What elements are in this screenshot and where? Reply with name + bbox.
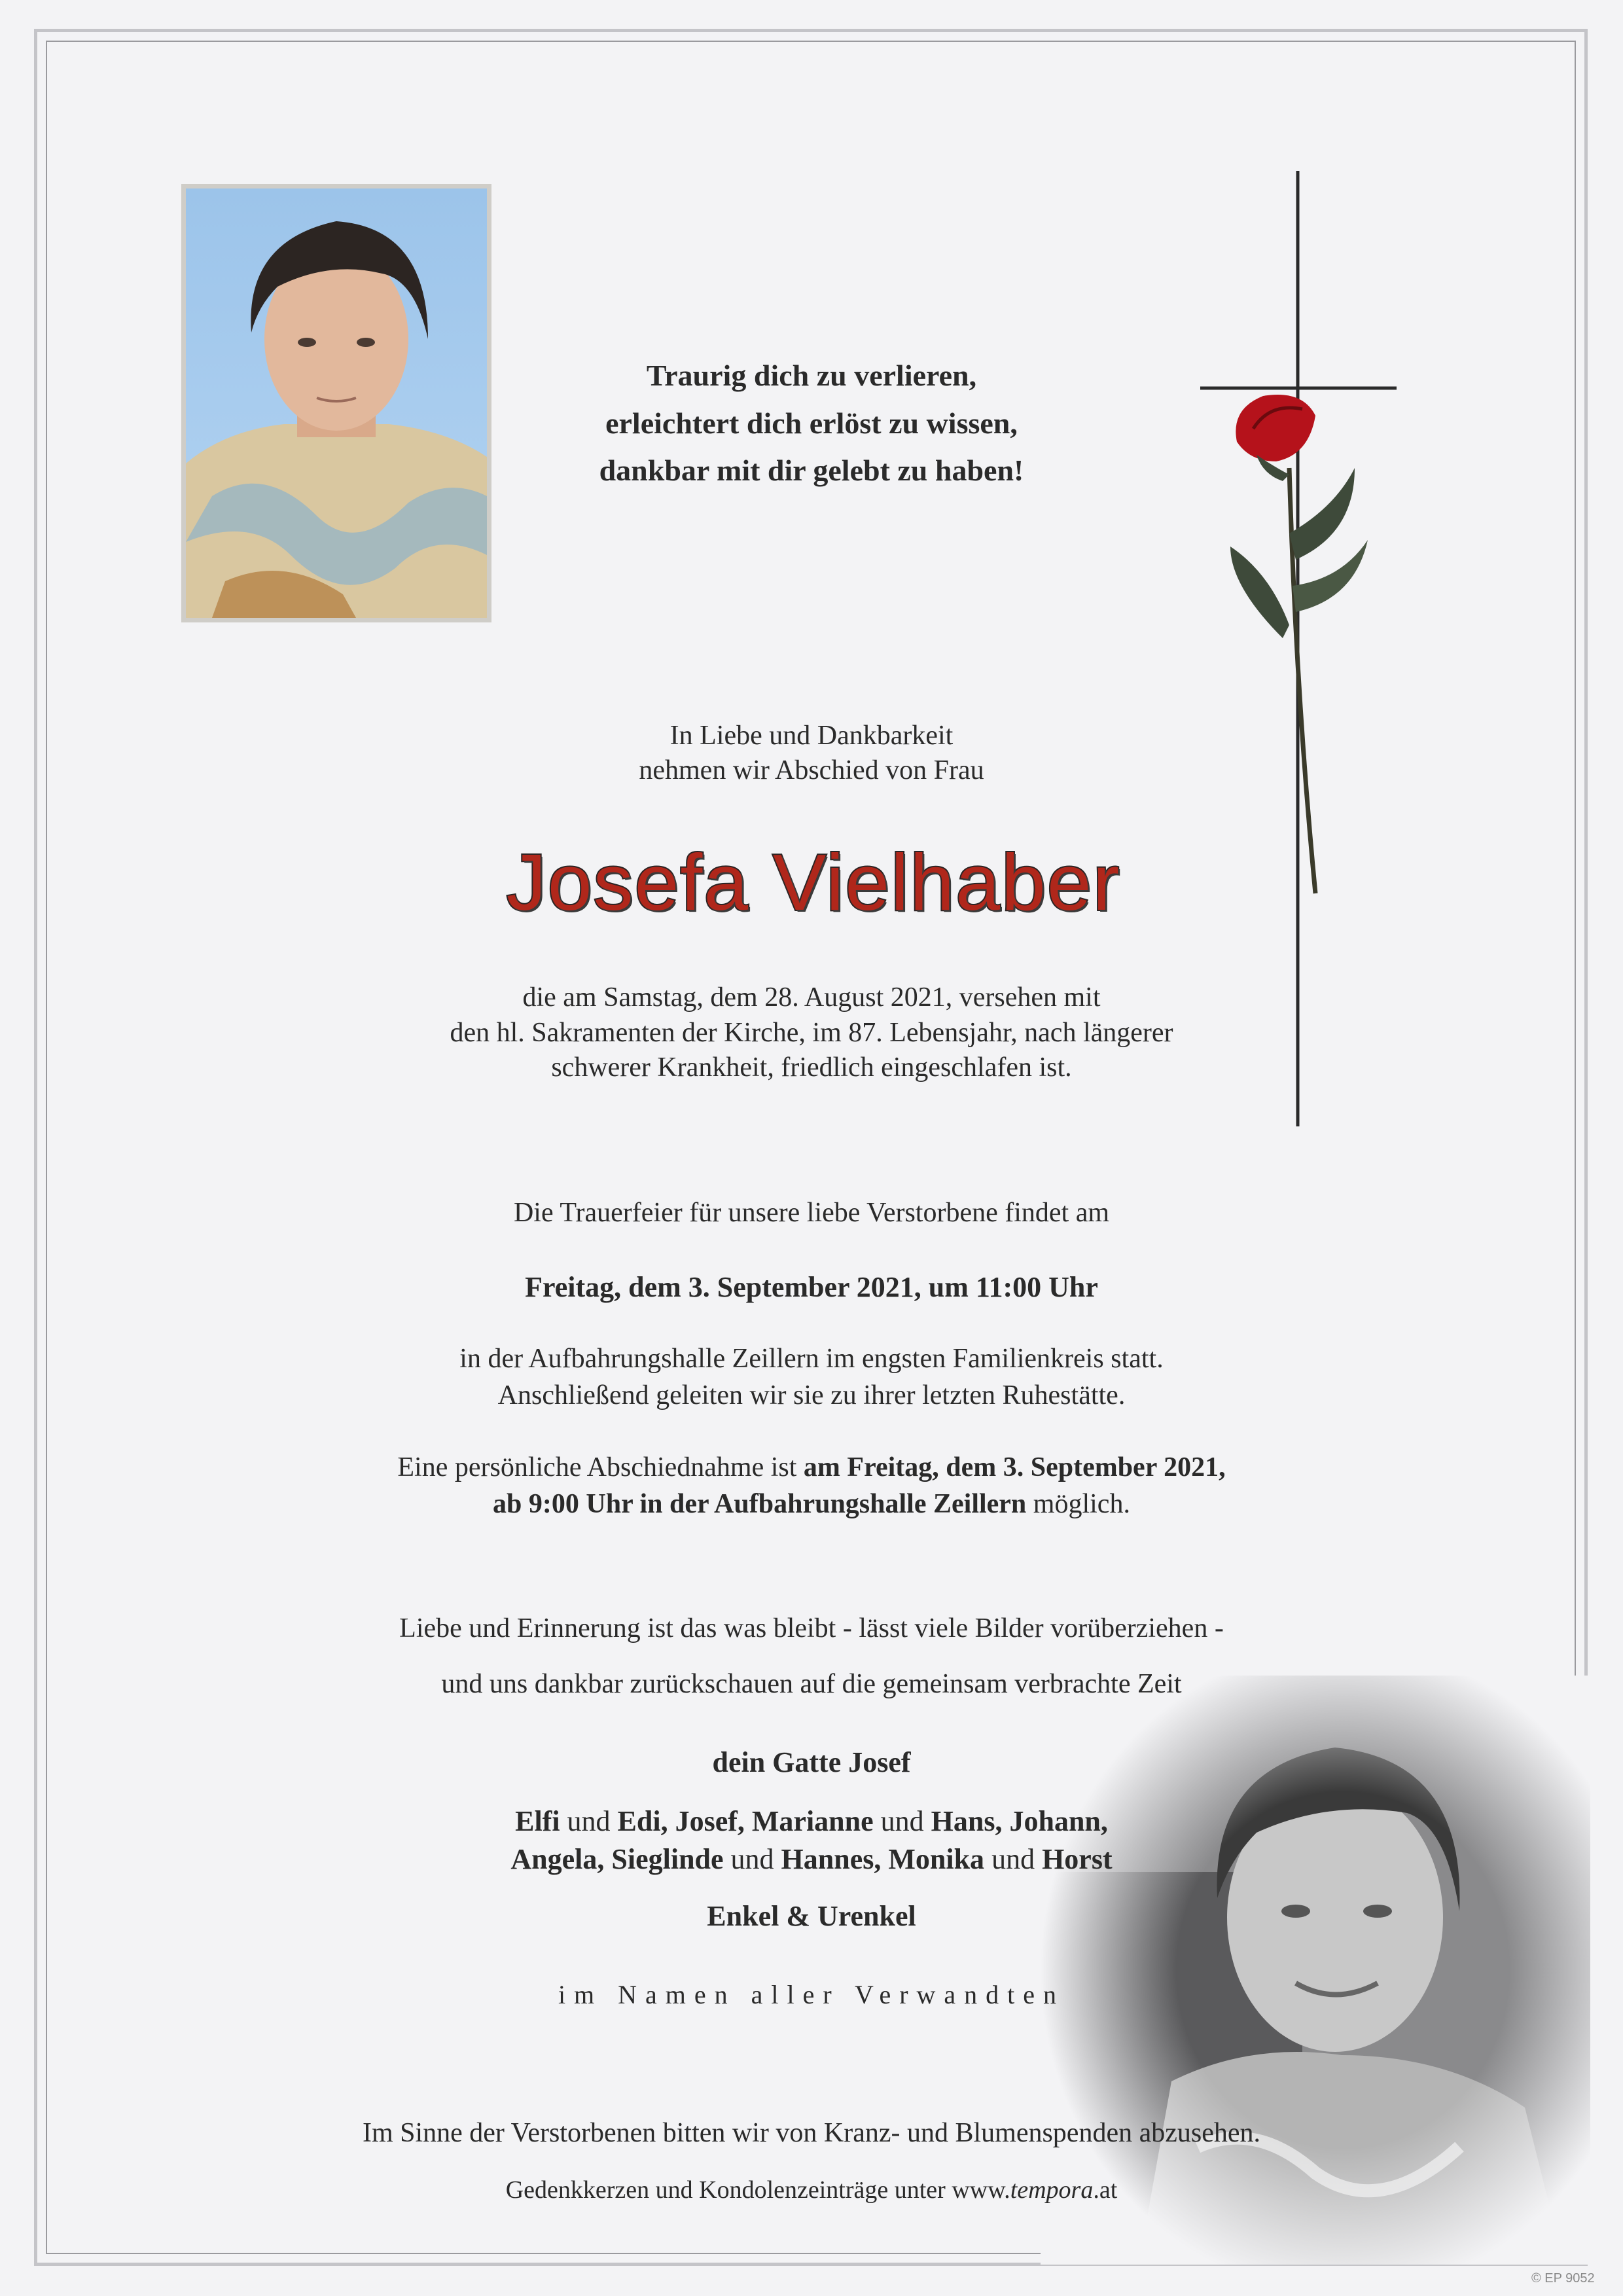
conjunction: und: [723, 1843, 781, 1875]
portrait-photo: [181, 184, 491, 622]
poem-line-1: Traurig dich zu verlieren,: [646, 359, 977, 392]
ceremony-intro: Die Trauerfeier für unsere liebe Verstorbene findet am: [513, 1198, 1110, 1228]
viewing-line-2: [0, 1487, 1623, 1521]
conjunction: und: [560, 1805, 618, 1837]
viewing-line-1: [0, 1450, 1623, 1484]
poem-line-3: dankbar mit dir gelebt zu haben!: [599, 454, 1024, 487]
copyright: © EP 9052: [1531, 2271, 1595, 2286]
website-brand: tempora: [1010, 2176, 1094, 2204]
mourner-names: Hannes, Monika: [781, 1843, 985, 1875]
ceremony-place-2: Anschließend geleiten wir sie zu ihrer letzten Ruhestätte.: [497, 1380, 1126, 1410]
mourner-row-2: [0, 1842, 1623, 1876]
deceased-name: Josefa Vielhaber: [506, 838, 1121, 927]
intro-line-2: nehmen wir Abschied von Frau: [639, 755, 984, 785]
mourner-spouse: dein Gatte Josef: [712, 1746, 911, 1778]
death-line-2: den hl. Sakramenten der Kirche, im 87. Lebensjahr, nach längerer: [450, 1018, 1173, 1048]
viewing-text: Eine persönliche Abschiednahme ist: [397, 1452, 804, 1482]
flowers-note: Im Sinne der Verstorbenen bitten wir von Kranz- und Blumenspenden abzusehen.: [362, 2118, 1261, 2148]
conjunction: und: [984, 1843, 1043, 1875]
mourner-names: Elfi: [515, 1805, 560, 1837]
viewing-place: ab 9:00 Uhr in der Aufbahrungshalle Zeillern: [493, 1489, 1027, 1519]
website-note: [0, 2173, 1623, 2207]
mourner-grandchildren: Enkel & Urenkel: [707, 1900, 916, 1932]
website-suffix: .at: [1093, 2176, 1118, 2204]
intro-line-1: In Liebe und Dankbarkeit: [669, 721, 954, 751]
mourner-row-1: [0, 1804, 1623, 1839]
mourner-names: Horst: [1042, 1843, 1113, 1875]
quote-line-1: Liebe und Erinnerung ist das was bleibt - lässt viele Bilder vorüberziehen -: [399, 1613, 1224, 1643]
mourner-relatives: im Namen aller Verwandten: [558, 1980, 1065, 2009]
viewing-date: am Freitag, dem 3. September 2021,: [803, 1452, 1226, 1482]
ceremony-place-1: in der Aufbahrungshalle Zeillern im engsten Familienkreis statt.: [459, 1344, 1164, 1374]
death-line-3: schwerer Krankheit, friedlich eingeschlafen ist.: [551, 1052, 1072, 1083]
quote-line-2: und uns dankbar zurückschauen auf die gemeinsam verbrachte Zeit: [441, 1669, 1182, 1699]
mourner-names: Edi, Josef, Marianne: [617, 1805, 874, 1837]
mourner-names: Angela, Sieglinde: [510, 1843, 724, 1875]
ceremony-date: Freitag, dem 3. September 2021, um 11:00 Uhr: [525, 1271, 1098, 1303]
poem-line-2: erleichtert dich erlöst zu wissen,: [605, 406, 1018, 440]
death-line-1: die am Samstag, dem 28. August 2021, versehen mit: [522, 982, 1101, 1013]
mourner-names: Hans, Johann,: [931, 1805, 1108, 1837]
viewing-text: möglich.: [1026, 1489, 1130, 1519]
website-prefix: Gedenkkerzen und Kondolenzeinträge unter www.: [505, 2176, 1010, 2204]
conjunction: und: [873, 1805, 931, 1837]
